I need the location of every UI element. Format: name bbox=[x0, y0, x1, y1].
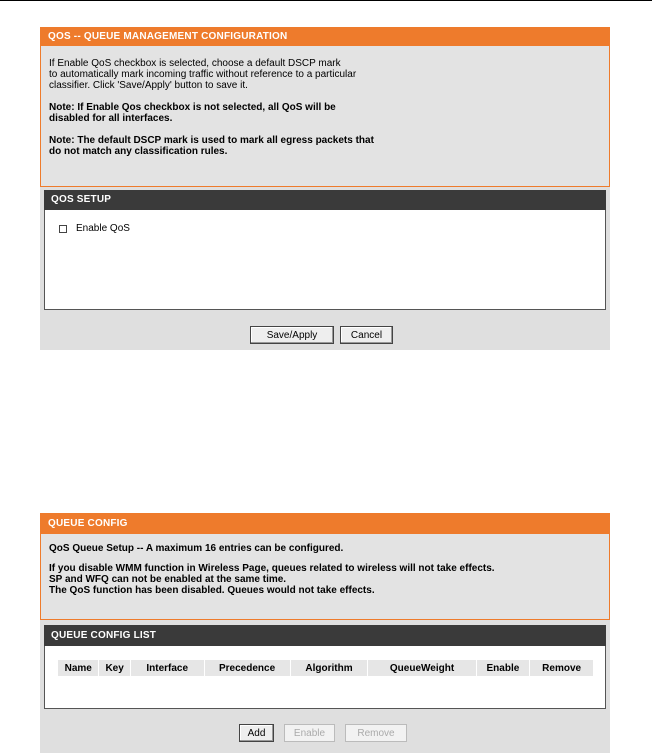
note1-line-1: Note: If Enable Qos checkbox is not selected, all QoS will be bbox=[49, 102, 336, 113]
qos-management-panel bbox=[40, 27, 610, 350]
enable-qos-label: Enable QoS bbox=[76, 223, 130, 234]
desc-line-2: to automatically mark incoming traffic without reference to a particular bbox=[49, 69, 357, 80]
queue-info-line-4: The QoS function has been disabled. Queues would not take effects. bbox=[49, 585, 375, 596]
queue-table-header-row bbox=[58, 660, 593, 676]
queue-config-table bbox=[57, 659, 594, 677]
remove-button[interactable]: Remove bbox=[345, 724, 407, 742]
qos-management-header bbox=[40, 27, 610, 46]
note2-line-2: do not match any classification rules. bbox=[49, 146, 228, 157]
enable-button[interactable]: Enable bbox=[284, 724, 335, 742]
queue-config-header bbox=[40, 513, 610, 534]
save-apply-button[interactable]: Save/Apply bbox=[250, 326, 334, 344]
enable-qos-row[interactable] bbox=[59, 223, 130, 234]
queue-list-box bbox=[44, 646, 606, 709]
queue-config-title: QUEUE CONFIG bbox=[48, 518, 128, 529]
note1-line-2: disabled for all interfaces. bbox=[49, 113, 173, 124]
desc-line-1: If Enable QoS checkbox is selected, choose a default DSCP mark bbox=[49, 58, 341, 69]
col-algorithm: Algorithm bbox=[291, 660, 368, 676]
qos-management-title: QOS -- QUEUE MANAGEMENT CONFIGURATION bbox=[48, 31, 288, 42]
qos-setup-header bbox=[44, 190, 606, 210]
queue-config-panel bbox=[40, 513, 610, 753]
page-top-rule bbox=[0, 0, 652, 1]
add-button[interactable]: Add bbox=[239, 724, 274, 742]
queue-info-line-3: SP and WFQ can not be enabled at the same time. bbox=[49, 574, 287, 585]
queue-list-title: QUEUE CONFIG LIST bbox=[51, 630, 157, 641]
col-key: Key bbox=[99, 660, 129, 676]
queue-config-info bbox=[40, 534, 610, 620]
col-queueweight: QueueWeight bbox=[368, 660, 475, 676]
queue-info-line-2: If you disable WMM function in Wireless Page, queues related to wireless will not take effects. bbox=[49, 563, 495, 574]
desc-line-3: classifier. Click 'Save/Apply' button to save it. bbox=[49, 80, 248, 91]
qos-setup-box bbox=[44, 210, 606, 310]
qos-management-info bbox=[40, 46, 610, 187]
col-remove: Remove bbox=[530, 660, 593, 676]
col-interface: Interface bbox=[131, 660, 204, 676]
enable-qos-checkbox[interactable] bbox=[59, 225, 67, 233]
cancel-button[interactable]: Cancel bbox=[340, 326, 393, 344]
qos-setup-title: QOS SETUP bbox=[51, 194, 112, 205]
queue-list-header bbox=[44, 625, 606, 646]
note2-line-1: Note: The default DSCP mark is used to mark all egress packets that bbox=[49, 135, 374, 146]
col-enable: Enable bbox=[477, 660, 530, 676]
col-name: Name bbox=[58, 660, 98, 676]
queue-info-line-1: QoS Queue Setup -- A maximum 16 entries can be configured. bbox=[49, 543, 344, 554]
col-precedence: Precedence bbox=[205, 660, 290, 676]
